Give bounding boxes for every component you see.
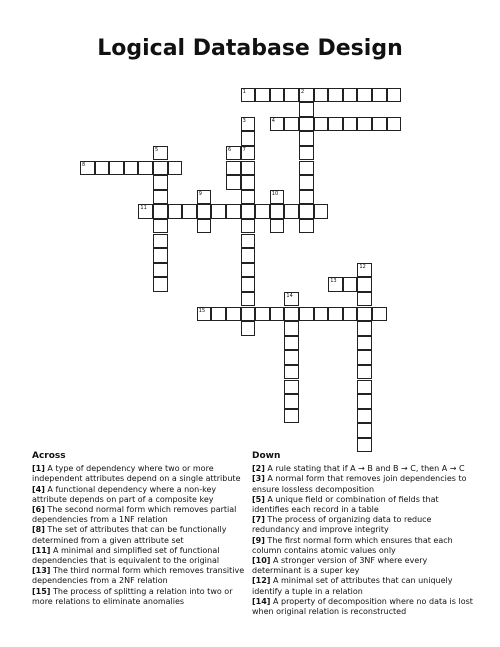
clue-number: [9] bbox=[252, 535, 265, 545]
clue-number: [13] bbox=[32, 566, 51, 576]
crossword-cell[interactable] bbox=[284, 204, 299, 219]
crossword-cell[interactable] bbox=[314, 117, 329, 132]
crossword-cell[interactable] bbox=[357, 380, 372, 395]
crossword-cell[interactable] bbox=[284, 88, 299, 103]
crossword-cell[interactable] bbox=[372, 88, 387, 103]
crossword-cell[interactable] bbox=[357, 336, 372, 351]
crossword-cell[interactable] bbox=[197, 204, 212, 219]
down-clue bbox=[252, 495, 477, 515]
clue-text: The third normal form which removes transitive dependencies from a 2NF relation bbox=[32, 566, 245, 586]
crossword-cell[interactable] bbox=[241, 277, 256, 292]
cell-number: 5 bbox=[155, 146, 159, 153]
crossword-cell[interactable] bbox=[270, 117, 285, 132]
crossword-cell[interactable] bbox=[211, 204, 226, 219]
clue-number: [14] bbox=[252, 596, 271, 606]
cell-number: 15 bbox=[198, 307, 206, 314]
down-clue bbox=[252, 556, 477, 576]
cell-number: 13 bbox=[330, 278, 337, 285]
clue-text: A unique field or combination of fields that identifies each record in a table bbox=[252, 494, 439, 515]
down-clue bbox=[252, 536, 477, 556]
crossword-cell[interactable] bbox=[226, 146, 241, 161]
crossword-cell[interactable] bbox=[270, 88, 285, 103]
cell-number: 1 bbox=[242, 88, 246, 95]
clue-number: [4] bbox=[32, 484, 45, 494]
cell-number: 7 bbox=[242, 146, 246, 153]
crossword-cell[interactable] bbox=[343, 277, 358, 292]
clue-text: A stronger version of 3NF where every determinant is a super key bbox=[252, 556, 428, 576]
crossword-cell[interactable] bbox=[226, 161, 241, 176]
crossword-cell[interactable] bbox=[328, 117, 343, 132]
crossword-cell[interactable] bbox=[299, 117, 314, 132]
crossword-cell[interactable] bbox=[241, 234, 256, 249]
across-clue bbox=[32, 485, 250, 505]
cell-number: 11 bbox=[140, 205, 147, 212]
crossword-cell[interactable] bbox=[270, 307, 285, 322]
clue-text: A minimal and simplified set of functional dependencies that is equivalent to the original bbox=[32, 545, 220, 566]
crossword-cell[interactable] bbox=[299, 102, 314, 117]
crossword-cell[interactable] bbox=[314, 88, 329, 103]
down-heading: Down bbox=[252, 451, 281, 461]
crossword-cell[interactable] bbox=[241, 263, 256, 278]
down-clue-list bbox=[252, 464, 477, 617]
crossword-cell[interactable] bbox=[241, 219, 256, 234]
crossword-cell[interactable] bbox=[211, 307, 226, 322]
clue-text: A type of dependency where two or more independent attributes depend on a single attribute bbox=[32, 464, 241, 484]
crossword-cell[interactable] bbox=[284, 117, 299, 132]
cell-number: 2 bbox=[301, 88, 305, 95]
crossword-cell[interactable] bbox=[357, 307, 372, 322]
crossword-cell[interactable] bbox=[270, 190, 285, 205]
crossword-cell[interactable] bbox=[387, 88, 402, 103]
down-clues bbox=[252, 451, 477, 617]
crossword-cell[interactable] bbox=[284, 307, 299, 322]
clue-number: [1] bbox=[32, 464, 45, 474]
clue-text: A functional dependency where a non-key attribute depends on part of a composite key bbox=[32, 484, 217, 504]
across-clue bbox=[32, 464, 250, 484]
down-clue bbox=[252, 464, 477, 474]
crossword-cell[interactable] bbox=[343, 307, 358, 322]
clue-number: [12] bbox=[252, 576, 271, 586]
across-clue-list bbox=[32, 464, 250, 607]
crossword-cell[interactable] bbox=[299, 88, 314, 103]
clue-number: [6] bbox=[32, 505, 45, 515]
crossword-cell[interactable] bbox=[299, 190, 314, 205]
crossword-cell[interactable] bbox=[299, 146, 314, 161]
crossword-cell[interactable] bbox=[372, 307, 387, 322]
cell-number: 9 bbox=[198, 190, 202, 197]
crossword-cell[interactable] bbox=[153, 277, 168, 292]
crossword-cell[interactable] bbox=[197, 190, 212, 205]
crossword-cell[interactable] bbox=[314, 204, 329, 219]
clue-number: [10] bbox=[252, 556, 271, 566]
cell-number: 4 bbox=[271, 117, 275, 124]
crossword-cell[interactable] bbox=[241, 131, 256, 146]
crossword-cell[interactable] bbox=[241, 161, 256, 176]
crossword-cell[interactable] bbox=[241, 307, 256, 322]
crossword-cell[interactable] bbox=[284, 321, 299, 336]
crossword-cell[interactable] bbox=[138, 204, 153, 219]
crossword-cell[interactable] bbox=[153, 190, 168, 205]
crossword-cell[interactable] bbox=[284, 394, 299, 409]
cell-number: 8 bbox=[82, 161, 86, 168]
crossword-cell[interactable] bbox=[226, 175, 241, 190]
crossword-cell[interactable] bbox=[138, 161, 153, 176]
crossword-cell[interactable] bbox=[153, 263, 168, 278]
crossword-cell[interactable] bbox=[153, 146, 168, 161]
crossword-cell[interactable] bbox=[284, 409, 299, 424]
clue-text: A normal form that removes join dependencies to ensure lossless decomposition bbox=[252, 474, 467, 494]
crossword-cell[interactable] bbox=[284, 380, 299, 395]
crossword-cell[interactable] bbox=[153, 161, 168, 176]
down-clue bbox=[252, 474, 477, 494]
crossword-cell[interactable] bbox=[299, 131, 314, 146]
crossword-cell[interactable] bbox=[357, 88, 372, 103]
crossword-cell[interactable] bbox=[357, 263, 372, 278]
crossword-cell[interactable] bbox=[80, 161, 95, 176]
crossword-cell[interactable] bbox=[270, 204, 285, 219]
crossword-cell[interactable] bbox=[357, 365, 372, 380]
crossword-cell[interactable] bbox=[357, 117, 372, 132]
crossword-cell[interactable] bbox=[270, 219, 285, 234]
crossword-cell[interactable] bbox=[241, 117, 256, 132]
cell-number: 6 bbox=[228, 146, 232, 153]
crossword-cell[interactable] bbox=[255, 88, 270, 103]
crossword-cell[interactable] bbox=[284, 336, 299, 351]
crossword-cell[interactable] bbox=[255, 307, 270, 322]
across-clues bbox=[32, 451, 250, 607]
crossword-cell[interactable] bbox=[241, 204, 256, 219]
crossword-cell[interactable] bbox=[197, 219, 212, 234]
crossword-cell[interactable] bbox=[153, 234, 168, 249]
clue-text: A rule stating that if A → B and B → C, then A → C bbox=[264, 464, 465, 474]
crossword-cell[interactable] bbox=[153, 175, 168, 190]
clue-text: The first normal form which ensures that each column contains atomic values only bbox=[252, 535, 453, 555]
crossword-cell[interactable] bbox=[241, 175, 256, 190]
crossword-cell[interactable] bbox=[241, 292, 256, 307]
crossword-cell[interactable] bbox=[343, 117, 358, 132]
crossword-cell[interactable] bbox=[284, 292, 299, 307]
crossword-cell[interactable] bbox=[241, 88, 256, 103]
across-clue bbox=[32, 525, 250, 545]
crossword-cell[interactable] bbox=[153, 219, 168, 234]
clue-text: The process of splitting a relation into two or more relations to eliminate anomalies bbox=[32, 586, 233, 606]
crossword-cell[interactable] bbox=[168, 161, 183, 176]
crossword-cell[interactable] bbox=[182, 204, 197, 219]
crossword-cell[interactable] bbox=[343, 88, 358, 103]
clue-number: [2] bbox=[252, 464, 265, 474]
crossword-cell[interactable] bbox=[299, 219, 314, 234]
crossword-cell[interactable] bbox=[241, 190, 256, 205]
crossword-cell[interactable] bbox=[314, 307, 329, 322]
crossword-cell[interactable] bbox=[241, 146, 256, 161]
clue-number: [11] bbox=[32, 545, 51, 555]
down-clue bbox=[252, 515, 477, 535]
crossword-cell[interactable] bbox=[226, 204, 241, 219]
crossword-cell[interactable] bbox=[284, 365, 299, 380]
crossword-cell[interactable] bbox=[299, 161, 314, 176]
clue-text: The set of attributes that can be functionally determined from a given attribute set bbox=[32, 525, 227, 545]
clue-text: A minimal set of attributes that can uniquely identify a tuple in a relation bbox=[252, 576, 453, 596]
cell-number: 14 bbox=[286, 292, 293, 299]
cell-number: 3 bbox=[242, 117, 246, 124]
crossword-cell[interactable] bbox=[357, 321, 372, 336]
crossword-cell[interactable] bbox=[357, 277, 372, 292]
across-clue bbox=[32, 505, 250, 525]
crossword-cell[interactable] bbox=[124, 161, 139, 176]
crossword-cell[interactable] bbox=[372, 117, 387, 132]
across-clue bbox=[32, 587, 250, 607]
crossword-cell[interactable] bbox=[255, 204, 270, 219]
crossword-cell[interactable] bbox=[299, 175, 314, 190]
clue-number: [3] bbox=[252, 474, 265, 484]
across-heading: Across bbox=[32, 451, 66, 461]
crossword-cell[interactable] bbox=[357, 423, 372, 438]
crossword-cell[interactable] bbox=[357, 292, 372, 307]
clue-number: [15] bbox=[32, 586, 51, 596]
clue-text: A property of decomposition where no data is lost when original relation is reconstructed bbox=[252, 596, 473, 617]
clue-number: [7] bbox=[252, 515, 265, 525]
down-clue bbox=[252, 576, 477, 596]
crossword-cell[interactable] bbox=[357, 350, 372, 365]
down-clue bbox=[252, 597, 477, 617]
crossword-cell[interactable] bbox=[168, 204, 183, 219]
crossword-cell[interactable] bbox=[241, 248, 256, 263]
page-title: Logical Database Design bbox=[97, 36, 403, 61]
clue-number: [5] bbox=[252, 494, 265, 504]
crossword-cell[interactable] bbox=[357, 394, 372, 409]
crossword-cell[interactable] bbox=[153, 204, 168, 219]
across-clue bbox=[32, 566, 250, 586]
crossword-cell[interactable] bbox=[284, 350, 299, 365]
crossword-cell[interactable] bbox=[387, 117, 402, 132]
crossword-cell[interactable] bbox=[226, 307, 241, 322]
crossword-cell[interactable] bbox=[197, 307, 212, 322]
crossword-cell[interactable] bbox=[357, 409, 372, 424]
crossword-cell[interactable] bbox=[299, 307, 314, 322]
crossword-cell[interactable] bbox=[328, 307, 343, 322]
crossword-cell[interactable] bbox=[328, 277, 343, 292]
clue-number: [8] bbox=[32, 525, 45, 535]
across-clue bbox=[32, 546, 250, 566]
cell-number: 12 bbox=[359, 263, 366, 270]
crossword-cell[interactable] bbox=[328, 88, 343, 103]
cell-number: 10 bbox=[271, 190, 279, 197]
crossword-cell[interactable] bbox=[299, 204, 314, 219]
crossword-cell[interactable] bbox=[241, 321, 256, 336]
crossword-cell[interactable] bbox=[153, 248, 168, 263]
clue-text: The process of organizing data to reduce redundancy and improve integrity bbox=[252, 515, 432, 535]
crossword-cell[interactable] bbox=[109, 161, 124, 176]
crossword-cell[interactable] bbox=[95, 161, 110, 176]
clue-text: The second normal form which removes partial dependencies from a 1NF relation bbox=[32, 505, 237, 525]
